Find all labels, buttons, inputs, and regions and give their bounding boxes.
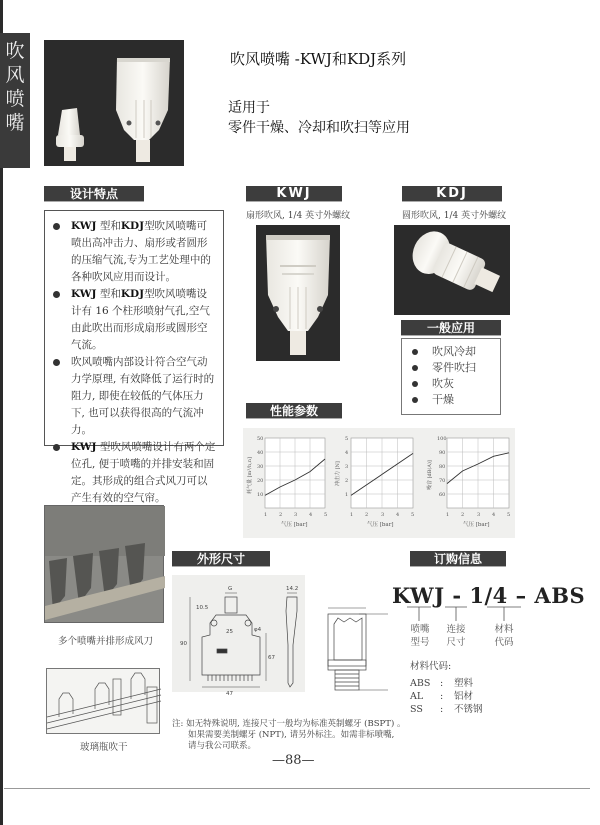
order-sub-label: 尺寸: [446, 637, 466, 648]
page-title: 吹风喷嘴 -KWJ和KDJ系列: [230, 50, 407, 68]
svg-text:3: 3: [381, 512, 385, 518]
features-list: [44, 210, 224, 504]
side-tab-char: 嘴: [5, 112, 25, 134]
impact-force-chart: [333, 432, 423, 534]
svg-text:3: 3: [345, 464, 349, 470]
svg-text:冲击力 [N]: 冲击力 [N]: [335, 461, 341, 486]
dim-14-2-label: 14.2: [286, 586, 299, 592]
section-side-tab: [0, 33, 30, 168]
order-sub-label: 喷嘴: [410, 624, 430, 635]
bottle-drying-caption: 玻璃瓶吹干: [80, 742, 128, 753]
subtitle-line: 适用于: [228, 100, 270, 116]
svg-text:气压 [bar]: 气压 [bar]: [463, 522, 490, 528]
material-row: AL : 铝材: [410, 691, 474, 702]
model-name: KDJ: [120, 220, 145, 232]
bullet-icon: [53, 223, 60, 230]
dim-67-label: 67: [268, 655, 275, 661]
dim-90-label: 90: [180, 641, 187, 647]
svg-text:1: 1: [264, 512, 268, 518]
side-tab-char: 喷: [5, 88, 25, 110]
material-code: SS: [410, 704, 423, 715]
feature-text: 型和: [96, 220, 121, 232]
footnote-line: 请与我公司联系。: [188, 741, 257, 751]
kdj-heading: KDJ: [402, 186, 502, 202]
page-number: —88—: [272, 753, 315, 768]
svg-text:耗气量 [m³/h,n]: 耗气量 [m³/h,n]: [247, 457, 253, 494]
application-item: [410, 392, 500, 408]
material-row: ABS : 塑料: [410, 678, 474, 689]
model-name: KWJ: [71, 441, 97, 453]
bullet-icon: [412, 381, 418, 387]
application-label: 干燥: [432, 393, 454, 406]
material-codes-title: 材料代码:: [410, 661, 452, 672]
page-bottom-rule: [4, 788, 590, 789]
svg-text:5: 5: [345, 436, 349, 442]
order-code-model: KWJ: [392, 583, 445, 608]
subtitle-line: 零件干燥、冷却和吹扫等应用: [228, 120, 410, 136]
applications-list: [401, 338, 501, 415]
dimensions-heading: 外形尺寸: [172, 551, 270, 567]
air-knife-caption: 多个喷嘴并排形成风刀: [58, 636, 154, 647]
material-name: 不锈钢: [454, 704, 483, 715]
svg-text:2: 2: [345, 478, 349, 484]
svg-text:5: 5: [507, 512, 511, 518]
svg-text:气压 [bar]: 气压 [bar]: [367, 522, 394, 528]
order-code-size: 1/4: [469, 583, 508, 608]
ordering-heading: 订购信息: [410, 551, 506, 567]
svg-text:4: 4: [492, 512, 496, 518]
svg-text:气压 [bar]: 气压 [bar]: [281, 522, 308, 528]
applications-heading: 一般应用: [401, 320, 501, 336]
application-item: [410, 360, 500, 376]
hero-product-photo: [44, 40, 184, 166]
material-row: SS : 不锈钢: [410, 704, 483, 715]
svg-text:20: 20: [257, 478, 264, 484]
performance-heading: 性能参数: [246, 403, 342, 419]
side-tab-char: 风: [5, 64, 25, 86]
order-code-sep: –: [515, 583, 527, 608]
page-subtitle: [228, 98, 410, 138]
svg-text:5: 5: [411, 512, 415, 518]
dim-4-label: φ4: [254, 627, 262, 633]
svg-text:10: 10: [257, 492, 264, 498]
application-label: 吹灰: [432, 377, 454, 390]
performance-charts: [243, 428, 515, 538]
svg-text:1: 1: [446, 512, 450, 518]
svg-text:70: 70: [439, 478, 446, 484]
svg-text:90: 90: [439, 450, 446, 456]
svg-text:80: 80: [439, 464, 446, 470]
svg-text:2: 2: [461, 512, 465, 518]
dim-47-label: 47: [226, 691, 233, 697]
svg-text:50: 50: [257, 436, 264, 442]
bottle-drying-photo: [46, 668, 160, 734]
bullet-icon: [53, 444, 60, 451]
feature-text: 吹风喷嘴内部设计符合空气动力学原理, 有效降低了运行时的阻力, 即使在较低的气体压力下, 也可以获得很高的气流冲力。: [71, 356, 215, 436]
feature-text: 型和: [96, 288, 121, 300]
svg-text:3: 3: [477, 512, 481, 518]
material-codes: [410, 660, 483, 716]
material-code: AL: [410, 691, 424, 702]
order-sub-label: 型号: [410, 637, 430, 648]
dim-25-label: 25: [226, 629, 233, 635]
svg-text:1: 1: [345, 492, 349, 498]
svg-text:2: 2: [279, 512, 283, 518]
dimension-drawing-kwj: [172, 575, 305, 697]
bullet-icon: [412, 365, 418, 371]
side-tab-char: 吹: [5, 40, 25, 62]
application-item: [410, 376, 500, 392]
application-label: 零件吹扫: [432, 361, 476, 374]
feature-item: [51, 218, 217, 286]
feature-item: [51, 286, 217, 354]
air-consumption-chart: [245, 432, 335, 534]
bullet-icon: [53, 291, 60, 298]
order-code-connectors: [395, 605, 535, 625]
svg-text:100: 100: [437, 436, 447, 442]
material-name: 铝材: [454, 691, 474, 702]
application-label: 吹风冷却: [432, 345, 476, 358]
material-code: ABS: [410, 678, 431, 689]
model-name: KDJ: [120, 288, 145, 300]
application-item: [410, 344, 500, 360]
order-sub-label: 材料: [494, 624, 514, 635]
model-name: KWJ: [71, 288, 97, 300]
dim-10-5-label: 10.5: [196, 605, 209, 611]
svg-text:4: 4: [309, 512, 313, 518]
footnote-line: 注: 如无特殊说明, 连接尺寸一般均为标准英制螺牙 (BSPT) 。: [172, 719, 406, 729]
noise-chart: [423, 432, 515, 534]
svg-text:1: 1: [350, 512, 354, 518]
svg-text:5: 5: [324, 512, 328, 518]
footnote: [172, 719, 405, 752]
bullet-icon: [412, 397, 418, 403]
order-sub-material: [492, 623, 516, 649]
feature-text: 型吹风喷嘴设计有两个定位孔, 便于喷嘴的并排安装和固定。其形成的组合式风刀可以产生有效的空气帘。: [71, 441, 216, 504]
feature-item: [51, 354, 217, 439]
order-sub-label: 代码: [494, 637, 514, 648]
svg-text:4: 4: [396, 512, 400, 518]
kdj-product-photo: [394, 225, 510, 315]
svg-text:3: 3: [294, 512, 298, 518]
order-sub-size: [444, 623, 468, 649]
svg-text:60: 60: [439, 492, 446, 498]
bullet-icon: [53, 359, 60, 366]
svg-text:30: 30: [257, 464, 264, 470]
dim-g-label: G: [228, 586, 233, 592]
order-sub-model: [408, 623, 432, 649]
model-name: KWJ: [71, 220, 97, 232]
svg-text:4: 4: [345, 450, 349, 456]
feature-text: 型吹风喷嘴设计有 16 个柱形喷射气孔,空气由此吹出而形成扇形或圆形空气流。: [71, 288, 210, 351]
kwj-description: 扇形吹风, 1/4 英寸外螺纹: [246, 211, 351, 221]
order-sub-label: 连接: [446, 624, 466, 635]
material-name: 塑料: [454, 678, 474, 689]
footnote-line: 如果需要美制螺牙 (NPT), 请另外标注。如需非标喷嘴,: [188, 730, 395, 740]
kwj-product-photo: [256, 225, 340, 361]
svg-text:2: 2: [365, 512, 369, 518]
svg-text:噪音 [dB(A)]: 噪音 [dB(A)]: [427, 460, 433, 490]
kdj-description: 圆形吹风, 1/4 英寸外螺纹: [402, 211, 507, 221]
order-code-material: ABS: [534, 583, 586, 608]
feature-item: [51, 439, 217, 507]
order-code-sep: -: [452, 583, 462, 608]
features-heading: 设计特点: [44, 186, 144, 202]
kwj-heading: KWJ: [246, 186, 342, 202]
dimension-drawing-kdj: [322, 600, 392, 700]
svg-text:40: 40: [257, 450, 264, 456]
bullet-icon: [412, 349, 418, 355]
air-knife-photo: [44, 505, 164, 623]
feature-text: 型吹风喷嘴可喷出高冲击力、扇形或者圆形的压缩气流,专为工艺处理中的各种吹风应用而设计。: [71, 220, 211, 283]
